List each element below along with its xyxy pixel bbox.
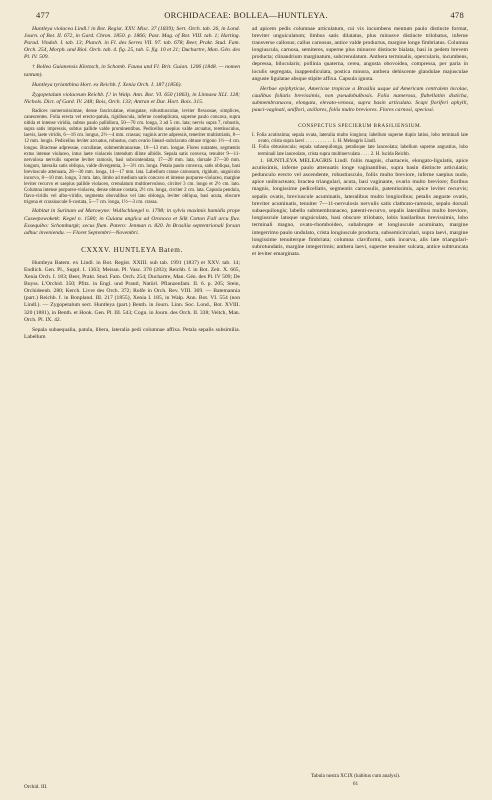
- species-diagnosis: 1. HUNTLEYA MELEAGRIS Lindl. foliis magnis, chartaceis, elongato-ligulatis, apice acutissimis, inferne paulo attenuatis longe vaginantibus, supra basin distincte articulatis; pedunculo erecto vel ascendente, robustiusculo, foliis multo breviore, inferne saepius nudo, apice unibracteato; bractea triangulari, acuta, basi vaginante, ovario multo breviore; floribus magnis, longissime pedicellatis, segmentis carnosulis, patentissimis, apice leviter recurvis; sepalis ovatis, breviuscule acuminatis, lateralibus multo longioribus; petalis anguste ovatis, breviter acuminatis, tenuiter 7—11-nervulosis nervulis satis clathrato-ramosis, sepalo dorsali subaequilongis; labello submembranaceo, patenti-recurvo, sepalis lateralibus multo breviore, longiuscule latoque unguiculato, basi obscure trilobato, lobis basilaribus brevissimis, lobo terminali magno, ovato-rhomboideo, subabrupte et longiuscule acuminato, margine integerrimo paulo undulato, crista longiuscule producta, subsemicirculari, supra laevi, margine longissime tenuiterque fimbriata; columna claviformi, satis incurva, alis late triangulari-subrotundatis, margine integerrimis; anthera laevi, superne tenuiter sulcata, antice subtruncata et leviter emarginata.: [252, 157, 468, 258]
- synonym-paragraph: Huntleya violacea Lindl.! in Bot. Regist. XXV. Misc. 37 (1839); Sert. Orch. tab. 26, in Lond. Journ. of Bot. II. 672, in Gard. Chron. 1850. p. 1866; Paxt. Mag. of Bot. VIII. tab. 1; Harting. Parad. Vindob. I. tab. 13; Planch. in Fl. des Serres VII. 97. tab. 678; Beer, Prakt. Stud. Fam. Orch. 254, Morph. und Biol. Orch. tab. 4. fig. 25, tab. 5. fig. 10 et 21; Duchartre, Man. Gén. des Pl. IV. 509.: [24, 26, 240, 61]
- synonym-paragraph: Zygopetalum violaceum Reichb. f.! in Walp. Ann. Bot. VI. 650 (1863), in Linnaea XLI. 128; Nichols. Dict. of Gard. IV. 248; Bois, Orch. 133; Antran et Dur. Hort. Bois. 315.: [24, 91, 240, 105]
- genus-description-cont: ad apicem pedis columnae articulatum, cui vix incumbens mentum paulo distincte format, breviter unguiculatum; limbus satis dilatatus, plus minusve distincte trilobatus, inferne transverse callosus; callus carnosus, antice valde productus, margine longe fimbriatus. Columna longiuscula, carnosa, semiteres, superne plus minusve distincte bialata, basi in pedem brevem producta; clinandrium marginatum, subcrenulatum. Anthera terminalis, opercularis, incumbens, depressa, bilocularis; pollinia quaterna, cerea, angusta obovoidea, compressa, per paria in loculis segregata, inappendiculata, postica minora, anthera dehiscente glandulae majusculae anguste ligulatae absque stipite affixa. Capsula ignota.: [252, 26, 468, 82]
- page-header: [14, 10, 478, 24]
- synonym-paragraph: † Bollea Guianensis Klotzsch, in Schomb. Fauna und Fl. Brit. Guian. 1206 (1848. — nomen tantum).: [24, 64, 240, 78]
- habitat-paragraph: Habitat in Surinam ad Marowyne: Wullschlaegel n. 1798; in sylvis maximis humidis prope Caseepowoketk: Kegel n. 1580; in Guiana anglica ad Oronoca et Silk Cotton Fall arcu fluv. Essequibo: Schomburgk; secus flum. Patero: Jenman n. 820. In Brasilia septentrionali forsan adhuc inveniendu. — Floret Septembri—Novembri.: [24, 208, 240, 236]
- habit-paragraph: Herbae epiphyticae, Americae tropicae a Brasilia usque ad Americam centralem incolae, caulibus foliatis brevissimis, non pseudobulbosis. Folia numerosa, flabellatim disticha, submembranacea, elongata, elevato-venosa, supra basin articulata. Scapi floriferi aphylli, pauci-vaginati, uniflori, axillares, foliis multo breviores. Flores carnosi, speciosi.: [252, 85, 468, 114]
- running-title: ORCHIDACEAE: BOLLEA—HUNTLEYA.: [164, 10, 328, 20]
- signature-number: 61: [352, 781, 359, 787]
- right-column: [252, 26, 468, 780]
- description-text: Radices numerosissimae, dense fasciculatae, elongatae, robustiusculae, leviter flexuosae, simplices, canescentes. Folia erecta vel erecto-patula, rigidiuscula, inferne conduplicata, superne paulo concava, supra nitida et intense viridia, subtus paulo pallidiora, 50—70 cm. longa, 3 ad 5 cm. lata; nervis supra 7, robustis, supra satis impressis, subtus pallide valde prominentibus. Pedicellus saepius valde arcuatus, teretiusculus, laevis, laete viridis, 6—16 cm. longus, 2½—4 mm. crassus; vaginis arcte adpressis, teneriter multistriatis, 8—12 mm. longis. Pedicellus leviter arcuatus, robustus, cum ovario lineari-subclavato obtuse trigono 1½—4 cm. longus. Bracteae adpressae, cucullatae, submembranaceae, 10—13 mm. longae. Flores nutantes, segmentis extus intense violaceo, intus laete violaceis intendum dilute albidis. Sepala satis convexa, tenuiter 9—11-nervulosa nervulis superne leviter ramosis, basi subcontendata, 17—20 mm. lata, dorsale 27—30 mm. longum, lateralia satis obliqua, valde divergentia, 3—3½ cm. longa. Petala paulo convexa, satis obliqua, basi breviuscule attenuata, 28—30 mm. longa, 14—17 mm. lata. Labellum crasse carnosum, rigidum, unguiculo incurvo, 8—10 mm. longo, 3 mm. lato, limbo ad medium satis concavo et intense purpureo-violaceo, margine leviter recurvo et saepius pallide violaceo, crenulatum multinervuloso, circiter 3 cm. longo et 2½ cm. lato. Columna intense purpureo-violacea, dense obtuse costata, 2½ cm. longa, circiter 2 cm. lata. Capsula pendula, flavo-viridis vel albo-viridis, segmenta obovalibus vel lato oblonga, leviter obliqua, basi acuta, obscure trigona et crassiuscule 6-costata, 5—7 cm. longa, 1½—3 cm. crassa.: [24, 108, 240, 206]
- footer-signature: Orchid. III.: [24, 784, 48, 790]
- genus-heading: CXXXV. HUNTLEYA Batem.: [81, 245, 183, 254]
- plate-caption: Tabula nostra XCIX (habitus cum analysi).: [310, 773, 401, 779]
- genus-description-start: Sepala subaequalia, patula, libera, lateralia pedi columnae affixa. Petala sepalis subsimilia. Labellum: [24, 326, 240, 340]
- footer-right: [243, 772, 468, 788]
- page-number-left: 477: [36, 10, 50, 20]
- two-column-body: [24, 26, 468, 780]
- conspectus-key: [252, 133, 468, 157]
- synonym-paragraph: Huntleya tyrianthina Hort. ex Reichb. f. Xenia Orch. I. 187 (1856).: [32, 81, 182, 88]
- page-number-right: 478: [450, 10, 464, 20]
- species-description: [24, 109, 240, 207]
- genus-synonymy: Huntleya Batem. ex Lindl. in Bot. Regist. XXIII. sub tab. 1991 (1837) et XXV. tab. 14; Endlich. Gen. Pl., Suppl. I. 1363; Meissn. Pl. Vasc. 378 (283); Reichb. f. in Bot. Zeit. X. 665, Xenia Orch. I. 183; Beer, Prakt. Stud. Fam. Orch. 254; Duchartre, Man. Gén. des Pl. IV 509; De Buyss. L'Orchid. 350; Pfitz. in Engl. und Prantl, Natürl. Pflanzenfam. II. 6. p. 205; Stein, Orchideenb. 280; Kerch. Livre des Orch. 372; Rolfe in Orch. Rev. VIII. 369. — Batemannia (part.) Reichb. f. in Bonpland. III. 217 (1855), Xenia I. 185, in Walp. Ann. Bot. VI. 554 (non Lindl.). — Zygopetalum sect. Huntleya (part.) Benth. in Journ. Linn. Soc. Lond., Bot. XVIII. 320 (1881), in Benth. et Hook. Gen. Pl. III. 543; Cogn. in Journ. des Orch. II. 338; Veitch, Man. Orch. Pl. IX. 42.: [24, 259, 240, 323]
- key-entry: II. Folia obtusiuscula; sepala subaequilonga, petalisque late lanceolata; labellum superne angustius, lobo terminali late lanceolato, crista supra multinervulata . . . . 2. H. lucida Reichb.: [252, 145, 468, 157]
- left-column: [24, 26, 240, 780]
- conspectus-heading: CONSPECTUS SPECIERUM BRASILIENSIUM.: [298, 123, 422, 130]
- key-entry: I. Folia acutissima; sepala ovata, lateralia multo longiora; labellum superne duplo latius, lobo terminali late ovato, crista supra laevi . . . . . . . . . . . 1. H. Meleagris Lindl.: [252, 133, 468, 145]
